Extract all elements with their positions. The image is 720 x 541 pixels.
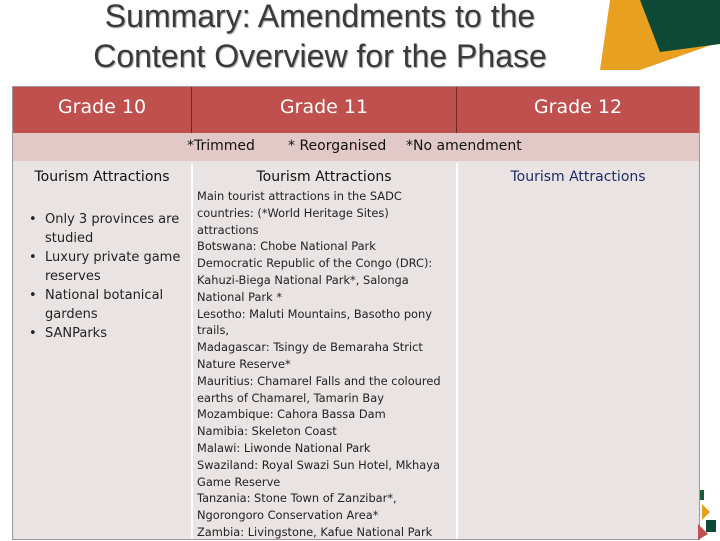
list-item: Malawi: Liwonde National Park xyxy=(197,440,371,455)
list-item: attractions xyxy=(197,222,259,237)
grade-11-content xyxy=(197,188,457,541)
list-item: Zambia: Livingstone, Kafue National Park xyxy=(197,524,433,539)
list-item: • Luxury private game reserves xyxy=(29,248,189,286)
list-item: Namibia: Skeleton Coast xyxy=(197,424,337,439)
list-item: Mozambique: Cahora Bassa Dam xyxy=(197,407,386,422)
header-grade-10: Grade 10 xyxy=(13,87,191,133)
grade-11-heading: Tourism Attractions xyxy=(256,169,392,185)
list-item: Botswana: Chobe National Park xyxy=(197,239,376,254)
coat-of-arms-icon xyxy=(696,420,720,540)
list-item: National Park * xyxy=(197,289,283,304)
header-grade-11: Grade 11 xyxy=(192,87,456,133)
header-grade-12: Grade 12 xyxy=(457,87,699,133)
grade-10-bullet-list xyxy=(29,210,189,343)
title-line-1: Summary: Amendments to the xyxy=(104,0,536,34)
list-item: • SANParks xyxy=(29,324,189,343)
title-line-2: Content Overview for the Phase xyxy=(93,38,547,74)
grade-10-heading: Tourism Attractions xyxy=(34,169,170,185)
list-item: countries: (*World Heritage Sites) xyxy=(197,205,389,220)
legend-reorganised: * Reorganised xyxy=(288,138,387,154)
list-item: • Only 3 provinces are studied xyxy=(29,210,189,248)
list-item: • National botanical gardens xyxy=(29,286,189,324)
list-item: Tanzania: Stone Town of Zanzibar*, xyxy=(197,491,397,506)
slide-title xyxy=(0,0,640,76)
legend-no-amendment: *No amendment xyxy=(406,138,522,154)
column-divider xyxy=(191,163,193,539)
list-item: Madagascar: Tsingy de Bemaraha Strict xyxy=(197,340,423,355)
grade-12-heading: Tourism Attractions xyxy=(510,169,646,185)
list-item: Nature Reserve* xyxy=(197,356,291,371)
list-item: Main tourist attractions in the SADC xyxy=(197,189,402,203)
list-item: Lesotho: Maluti Mountains, Basotho pony xyxy=(197,306,432,321)
list-item: Ngorongoro Conservation Area* xyxy=(197,508,379,523)
list-item: Democratic Republic of the Congo (DRC): xyxy=(197,256,433,271)
summary-table xyxy=(12,86,700,540)
list-item: trails, xyxy=(197,323,230,338)
list-item: Mauritius: Chamarel Falls and the coloured xyxy=(197,373,441,388)
list-item: Game Reserve xyxy=(197,474,281,489)
list-item: Swaziland: Royal Swazi Sun Hotel, Mkhaya xyxy=(197,457,440,472)
list-item: earths of Chamarel, Tamarin Bay xyxy=(197,390,384,405)
legend-trimmed: *Trimmed xyxy=(187,138,255,154)
list-item: Kahuzi-Biega National Park*, Salonga xyxy=(197,272,409,287)
